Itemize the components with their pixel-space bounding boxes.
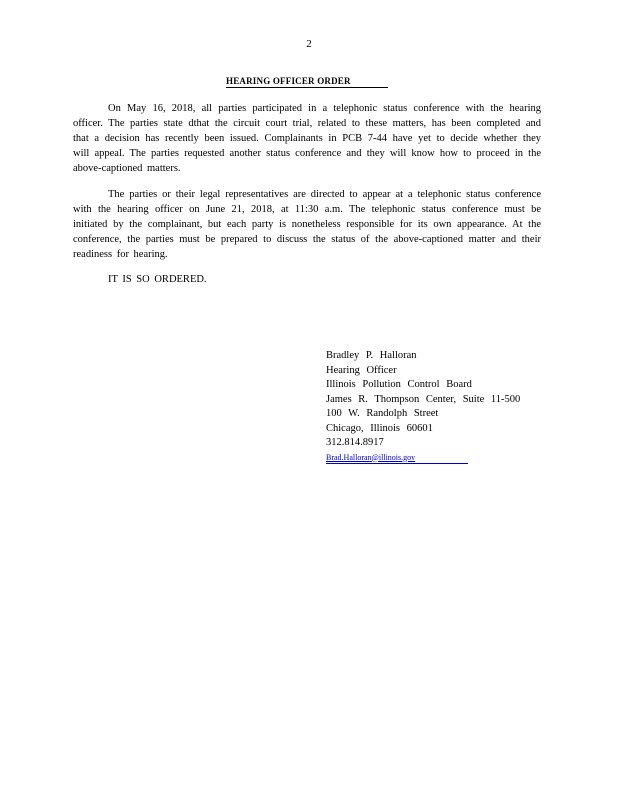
signature-agency: Illinois Pollution Control Board (326, 379, 472, 390)
signature-title: Hearing Officer (326, 364, 397, 376)
signature-block (326, 349, 520, 465)
closing-ordered: IT IS SO ORDERED. (108, 274, 207, 285)
paragraph-status-conference: On May 16, 2018, all parties participated in a telephonic status conference with the hearing officer. The parties state dthat the circuit court trial, related to these matters, has been completed and that a decision has recently been issued. Complainants in PCB 7-44 have yet to decide whether they will appeal. The parties requested another status conference and they will know how to proceed in the above-captioned matters. (73, 103, 541, 174)
signature-name: Bradley P. Halloran (326, 350, 417, 361)
paragraph-directive: The parties or their legal representatives are directed to appear at a telephonic status conference with the hearing officer on June 21, 2018, at 11:30 a.m. The telephonic status conference must be initiated by the complainant, but each party is nonetheless responsible for its own appearance. At the conference, the parties must be prepared to discuss the status of the above-captioned matter and their readiness for hearing. (73, 189, 541, 260)
signature-address-line1: James R. Thompson Center, Suite 11-500 (326, 393, 521, 405)
signature-city-state-zip: Chicago, Illinois 60601 (326, 422, 433, 434)
email-underline (326, 453, 468, 464)
page-number: 2 (306, 38, 312, 50)
email-link[interactable]: Brad.Halloran@illinois.gov (326, 452, 416, 462)
signature-address-line2: 100 W. Randolph Street (326, 408, 439, 419)
signature-email-row (326, 451, 520, 466)
document-heading: HEARING OFFICER ORDER (226, 76, 388, 88)
signature-phone: 312.814.8917 (326, 437, 384, 448)
